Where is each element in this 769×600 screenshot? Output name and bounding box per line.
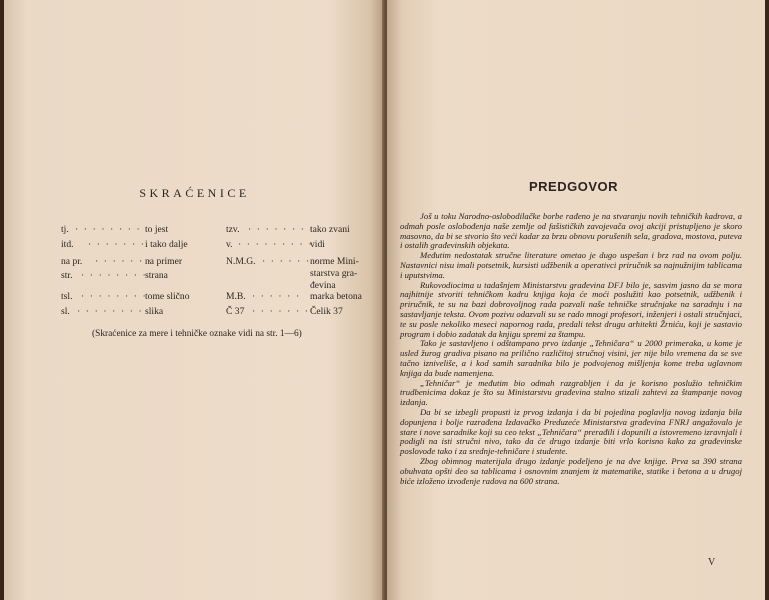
abbr-value: norme Mini- xyxy=(310,256,359,267)
abbr-dots: · · · · · · · xyxy=(252,306,310,317)
paragraph: Da bi se izbegli propusti iz prvog izdanja i da bi pojedina poglavlja novog izdanja bila dopunjena i bolje razrađena Izdavačko Preduzeće Ministarstva građevina FNRJ angažovalo je stare i nove saradnike koji su ceo tekst „Tehničara“ prerađili i dopunili a istovremeno izravnjali i podigli na isti stručni nivo, tako da će drugo izdanje biti vrlo korisno kako za građevinske poslovođe tako i za srednje-tehničare i studente. xyxy=(400,406,742,457)
abbr-key: tzv. xyxy=(226,224,240,235)
abbr-key: str. xyxy=(61,270,73,281)
abbr-dots: · · · · · · · xyxy=(95,256,153,267)
preface-title: PREDGOVOR xyxy=(529,179,619,194)
abbr-key: N.M.G. xyxy=(226,256,256,267)
abbr-value: đevina xyxy=(310,280,336,291)
left-page xyxy=(4,0,385,600)
abbr-key: tj. xyxy=(61,224,69,235)
abbr-value: na primer xyxy=(145,256,183,267)
paragraph: Još u toku Narodno-oslobodilačke borbe rađeno je na stvaranju novih tehničkih kadrova, a odmah posle oslobođenja naše zemlje od fašističkih zavojevača ovoj akciji pristupljeno je skoro masovno, da bi se stvorio što veći kadar za brzu obnovu porušenih sela, gradova, mostova, puteva i ostalih građevinskih objekata. xyxy=(400,211,742,251)
paragraph: Zbog obimnog materijala drugo izdanje podeljeno je na dve knjige. Prva sa 390 strana obuhvata opšti deo sa tablicama i osnovnim znanjem iz matematike, statike i betona a u drugoj biće izloženo izvođenje radova na 600 strana. xyxy=(400,455,742,486)
abbr-value: marka betona xyxy=(310,291,362,302)
abbreviations-note: (Skraćenice za mere i tehničke oznake vidi na str. 1—6) xyxy=(92,329,302,339)
abbr-dots: · · · · · · · · xyxy=(77,306,144,317)
abbr-value: slika xyxy=(145,306,164,317)
abbr-dots: · · · · · · xyxy=(252,291,301,302)
abbr-key: tsl. xyxy=(61,291,73,302)
abbreviations-title: SKRAĆENICE xyxy=(139,186,250,200)
abbr-key: M.B. xyxy=(226,291,246,302)
abbr-value: vidi xyxy=(310,239,325,250)
abbr-value: i tako dalje xyxy=(145,239,188,250)
preface-text xyxy=(400,212,742,486)
abbr-dots: · · · · · · · · xyxy=(81,270,148,281)
abbr-value: tako zvani xyxy=(310,224,350,235)
abbr-value: Čelik 37 xyxy=(310,306,343,317)
open-book xyxy=(4,0,765,600)
abbr-value: strana xyxy=(145,270,168,281)
abbr-key: sl. xyxy=(61,306,70,317)
right-page xyxy=(387,0,765,600)
paragraph: Međutim nedostatak stručne literature ometao je dugo uspešan i brz rad na ovom polju. Nastavnici nisu imali potsetnik, kursisti udžbenik a operativci priručnik sa najnužnijim tablicama i uputstvima. xyxy=(400,250,742,280)
paragraph: „Tehničar“ je međutim bio odmah razgrabljen i da je korisno poslužio tehničkim trudbenicima dokaz je što su Ministarstvu građevina stalno stizali zahtevi za štampanje novog izdanja. xyxy=(400,377,742,408)
page-number: V xyxy=(708,557,716,568)
abbr-dots: · · · · · · · · · xyxy=(238,239,314,250)
abbr-value: to jest xyxy=(145,224,169,235)
abbr-dots: · · · · · · · · xyxy=(248,224,315,235)
abbr-key: na pr. xyxy=(61,256,83,267)
abbr-value: starstva gra- xyxy=(310,268,358,279)
paragraph: Rukovodiocima u tadašnjem Ministarstvu građevina DFJ bilo je, sasvim jasno da se mora najhitnije stvoriti tehničkom kadru knjiga koja će moći poslužiti kao potsetnik, udžbenik i priručnik, te su na bazi dobrovoljnog rada pozvali naše tehničke stručnjake na saradnju i na sastavljanje teksta. Ovom pozivu odazvali su se rado mnogi profesori, inženjeri i ostali stručnjaci, te su posle nekoliko meseci napornog rada, predali tekst drugu arhitekti Žrniću, koji je sastavio program i dobio zadatak da knjigu spremi za štampu. xyxy=(400,279,742,339)
abbr-dots: · · · · · · · · xyxy=(75,224,142,235)
abbr-value: tome slično xyxy=(145,291,190,302)
abbr-dots: · · · · · · · xyxy=(88,239,146,250)
abbr-dots: · · · · · · · xyxy=(262,256,320,267)
abbr-key: v. xyxy=(226,239,233,250)
paragraph: Tako je sastavljeno i odštampano prvo izdanje „Tehničara“ u 2000 primeraka, u kome je usled žurog gradiva pisano na prilično različitoj stručnoj visini, jer nije bilo vremena da se sve tačno izniveliše, a i kod samih saradnika bilo je podvojenog mišljenja kome treba uglavnom knjiga da bude namenjena. xyxy=(400,338,742,378)
abbr-key: Č 37 xyxy=(226,306,245,317)
abbr-dots: · · · · · · · · xyxy=(81,291,148,302)
abbr-key: itd. xyxy=(61,239,74,250)
